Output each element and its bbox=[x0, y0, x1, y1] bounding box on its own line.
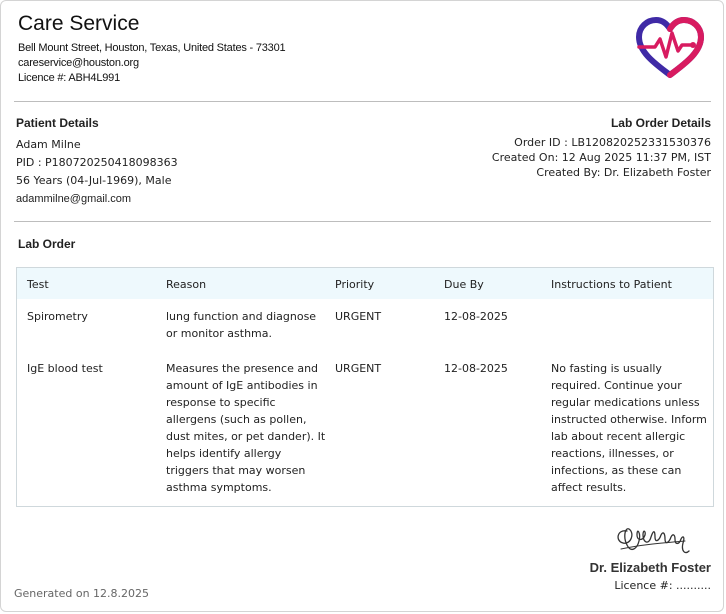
patient-pid: PID : P180720250418098363 bbox=[16, 156, 178, 169]
order-id: Order ID : LB120820252331530376 bbox=[514, 136, 711, 149]
cell-instructions: No fasting is usually required. Continue your regular medications unless instructed otherwise. Inform lab about recent allergic reactions, illnesses, or infections, as these can affect results. bbox=[551, 362, 707, 494]
cell-priority: URGENT bbox=[335, 362, 382, 375]
table-header bbox=[17, 268, 713, 299]
lab-order-details-title: Lab Order Details bbox=[610, 116, 711, 130]
cell-test: Spirometry bbox=[27, 310, 88, 323]
clinic-address: Bell Mount Street, Houston, Texas, United States - 73301 bbox=[18, 42, 286, 54]
patient-email: adammilne@gmail.com bbox=[16, 193, 132, 205]
column-header-priority: Priority bbox=[335, 278, 375, 291]
cell-due-by: 12-08-2025 bbox=[444, 310, 508, 323]
cell-due-by: 12-08-2025 bbox=[444, 362, 508, 375]
clinic-name: Care Service bbox=[18, 12, 140, 35]
column-header-reason: Reason bbox=[166, 278, 207, 291]
header-divider bbox=[14, 101, 711, 102]
order-created-by: Created By: Dr. Elizabeth Foster bbox=[536, 166, 711, 179]
column-header-due-by: Due By bbox=[444, 278, 484, 291]
order-created-on: Created On: 12 Aug 2025 11:37 PM, IST bbox=[491, 151, 711, 164]
doctor-name: Dr. Elizabeth Foster bbox=[589, 560, 711, 575]
lab-order-table bbox=[16, 267, 714, 507]
cell-test: IgE blood test bbox=[27, 362, 103, 375]
patient-details bbox=[16, 116, 178, 208]
patient-details-title: Patient Details bbox=[16, 116, 99, 130]
cell-reason: Measures the presence and amount of IgE antibodies in response to specific allergens (such as pollen, dust mites, or pet dander). It helps identify allergy triggers that may worsen asthma symptoms. bbox=[166, 362, 326, 494]
doctor-licence: Licence #: .......... bbox=[614, 579, 711, 592]
section-divider bbox=[14, 221, 711, 222]
column-header-instructions: Instructions to Patient bbox=[551, 278, 672, 291]
cell-reason: lung function and diagnose or monitor asthma. bbox=[166, 310, 317, 340]
patient-age-gender: 56 Years (04-Jul-1969), Male bbox=[16, 174, 172, 187]
lab-order-title: Lab Order bbox=[18, 237, 76, 251]
column-header-test: Test bbox=[27, 278, 49, 291]
clinic-info bbox=[18, 41, 285, 86]
heart-pulse-logo-icon bbox=[635, 17, 705, 79]
clinic-email: careservice@houston.org bbox=[18, 57, 139, 69]
cell-priority: URGENT bbox=[335, 310, 382, 323]
generated-date: Generated on 12.8.2025 bbox=[14, 587, 150, 600]
patient-name: Adam Milne bbox=[16, 138, 81, 151]
doctor-signature bbox=[613, 519, 695, 561]
lab-order-details bbox=[492, 116, 711, 180]
clinic-licence: Licence #: ABH4L991 bbox=[18, 72, 120, 84]
